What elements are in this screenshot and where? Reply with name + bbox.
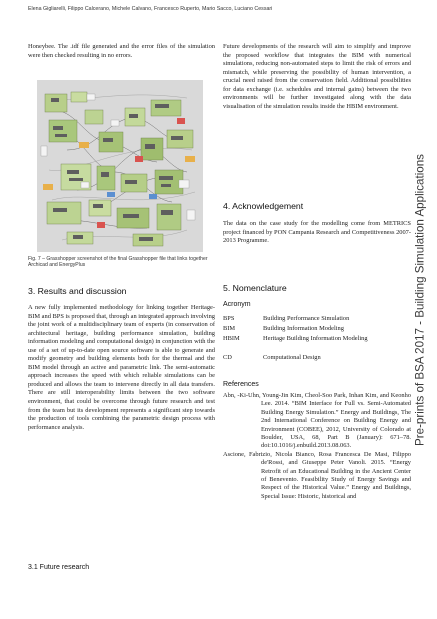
nomenclature-abbr: CD	[223, 354, 232, 361]
acronym-heading: Acronym	[223, 301, 251, 308]
subsection-3-1-heading: 3.1 Future research	[28, 564, 90, 571]
nomenclature-abbr: HBIM	[223, 335, 240, 342]
nomenclature-definition: Computational Design	[263, 354, 321, 361]
section-3-heading: 3. Results and discussion	[28, 286, 127, 296]
grasshopper-canvas	[37, 80, 203, 252]
figure-caption: Fig. 7 – Grasshopper screenshot of the final Grasshopper file that links together Archicad and EnergyPlus	[28, 256, 208, 269]
reference-entry: Ascione, Fabrizio, Nicola Bianco, Rosa Francesca De Masi, Filippo de'Rossi, and Giuseppe Peter Vanoli. 2015. “Energy Retrofit of an Educational Building in the Ancient Center of Benevento. Feasibility Study of Energy Savings and Respect of the Historical Value.” Energy and Buildings, Special Issue: Historic, historical and	[223, 450, 411, 500]
reference-entry: Abn, -Ki-Uhn, Young-Jin Kim, Cheol-Soo Park, Inhan Kim, and Keonho Lee. 2014. “BIM Interface for Full vs. Semi-Automated Building Energy Simulation.” Energy and Buildings, The 2nd International Conference on Building Energy and Environment (COBEE), 2012, University of Colorado at Boulder, USA, 68, Part B (January): 671–78. doi:10.1016/j.enbuild.2013.08.063.	[223, 392, 411, 450]
nomenclature-list	[223, 315, 413, 375]
acknowledgement-paragraph: The data on the case study for the modelling come from METRICS project financed by PON Campania Research and Competitiveness 2007-2013 Programme.	[223, 220, 411, 245]
vertical-preprint-label: Pre-prints of BSA 2017 - Building Simulation Applications	[413, 154, 427, 446]
nomenclature-definition: Heritage Building Information Modeling	[263, 335, 368, 342]
nomenclature-definition: Building Performance Simulation	[263, 315, 350, 322]
future-research-paragraph: Future developments of the research will aim to simplify and improve the proposed workflow that integrates the BIM with numerical simulations, reducing non-automated steps to limit the risk of errors and mismatch, while preserving the possibility of human intervention, a crucial need raised from the conservation field. Additional possibilities for data exchange (i.e. schedules and internal gains) between the two environments will be further investigated along with the data visualisation of the simulation results inside the HBIM environment.	[223, 43, 411, 110]
intro-paragraph: Honeybee. The .idf file generated and the error files of the simulation were then checked resulting in no errors.	[28, 43, 215, 59]
section-4-heading: 4. Acknowledgement	[223, 201, 304, 211]
nomenclature-abbr: BPS	[223, 315, 235, 322]
references-list	[223, 392, 411, 501]
references-heading: References	[223, 381, 259, 388]
nomenclature-definition: Building Information Modeling	[263, 325, 344, 332]
running-head: Elena Gigliarelli, Filippo Calcerano, Michele Calvano, Francesco Ruperto, Mario Sacco, Luciano Cessari	[28, 6, 273, 12]
nomenclature-abbr: BIM	[223, 325, 236, 332]
section-5-heading: 5. Nomenclature	[223, 283, 287, 293]
grasshopper-screenshot-figure	[37, 80, 203, 252]
section-3-paragraph: A new fully implemented methodology for linking together Heritage-BIM and BPS is proposed that, through an integrated approach involving the joint work of a multidisciplinary team of experts (in conservation of architectural heritage, building performance simulation, building information modeling and computational design) in conjunction with the use of a set of up-to-date open source software is able to generate and modify geometry and building elements both for the thermal and the BIM model through an active and parametric link. The semi-automatic approach increases the speed with which reliable simulations can be produced and allows the team to intervene directly in all data transfers. There are still interoperability limits between the two software environment, that could be overcome through future research and test from the team but its development represents a significant step towards the production of tools combining the parametric design process with performance analysis.	[28, 304, 215, 431]
